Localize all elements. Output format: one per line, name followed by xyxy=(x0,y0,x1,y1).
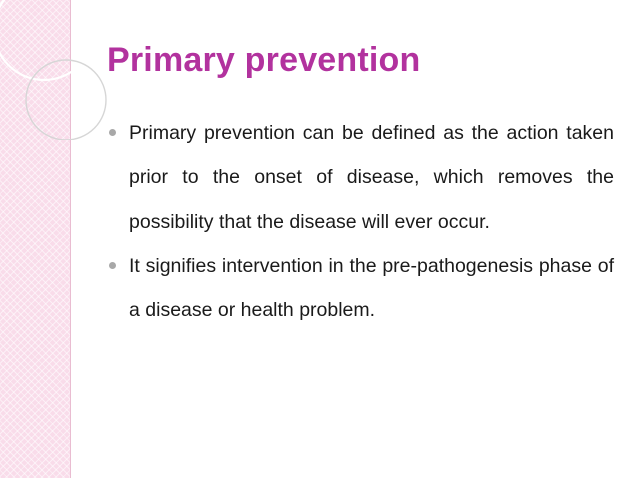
decorative-circle-small xyxy=(26,60,106,140)
bullet-text: It signifies intervention in the pre-pathogenesis phase of a disease or health problem. xyxy=(129,254,614,322)
slide-title: Primary prevention xyxy=(107,41,421,79)
bullet-icon xyxy=(109,129,116,136)
bullet-text: Primary prevention can be defined as the action taken prior to the onset of disease, which removes the possibility that the disease will ever occur. xyxy=(129,122,614,233)
bullet-item xyxy=(106,111,614,244)
decorative-circle-large xyxy=(0,0,94,80)
bullet-icon xyxy=(109,262,116,269)
bullet-list xyxy=(106,111,614,332)
bullet-item xyxy=(106,244,614,333)
